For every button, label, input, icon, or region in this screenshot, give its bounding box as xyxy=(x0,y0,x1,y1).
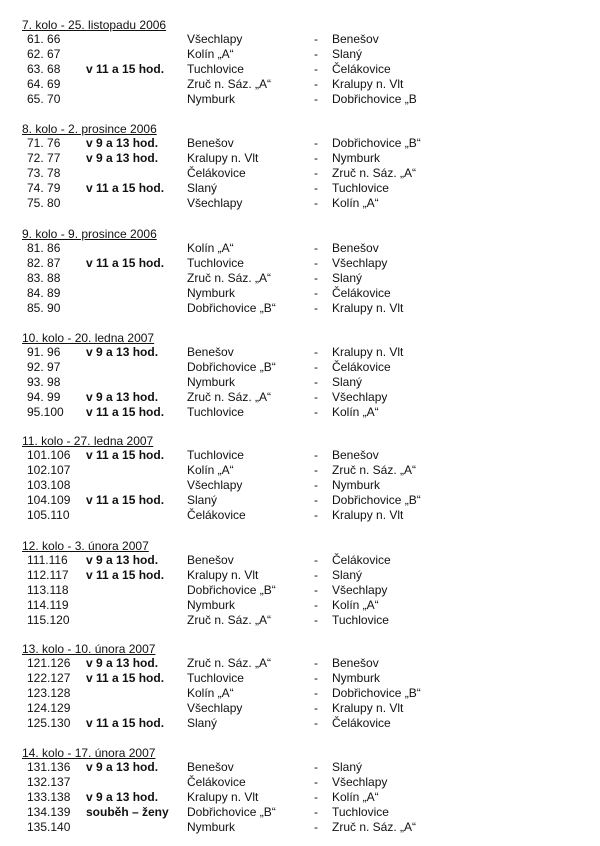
match-row xyxy=(0,286,600,301)
separator-dash: - xyxy=(314,598,318,612)
match-row xyxy=(0,478,600,493)
away-team: Kolín „A“ xyxy=(332,790,379,804)
separator-dash: - xyxy=(314,656,318,670)
away-team: Kralupy n. Vlt xyxy=(332,508,404,522)
round-title: 12. kolo - 3. února 2007 xyxy=(22,539,149,553)
match-row xyxy=(0,345,600,360)
away-team: Dobřichovice „B“ xyxy=(332,136,421,150)
match-row xyxy=(0,598,600,613)
match-number: 131.136 xyxy=(27,760,71,774)
away-team: Nymburk xyxy=(332,478,381,492)
match-row xyxy=(0,656,600,671)
home-team: Tuchlovice xyxy=(187,256,244,270)
home-team: Nymburk xyxy=(187,286,236,300)
match-number: 121.126 xyxy=(27,656,71,670)
separator-dash: - xyxy=(314,286,318,300)
away-team: Slaný xyxy=(332,375,363,389)
match-row xyxy=(0,92,600,107)
match-number: 94. 99 xyxy=(27,390,61,404)
match-row xyxy=(0,508,600,523)
home-team: Dobřichovice „B“ xyxy=(187,360,276,374)
home-team: Slaný xyxy=(187,493,218,507)
match-number: 61. 66 xyxy=(27,32,61,46)
separator-dash: - xyxy=(314,360,318,374)
match-row xyxy=(0,136,600,151)
round-title: 8. kolo - 2. prosince 2006 xyxy=(22,122,157,136)
separator-dash: - xyxy=(314,77,318,91)
away-team: Benešov xyxy=(332,448,379,462)
home-team: Zruč n. Sáz. „A“ xyxy=(187,613,272,627)
match-number: 102.107 xyxy=(27,463,71,477)
match-number: 84. 89 xyxy=(27,286,61,300)
separator-dash: - xyxy=(314,390,318,404)
match-number: 65. 70 xyxy=(27,92,61,106)
home-team: Benešov xyxy=(187,345,234,359)
separator-dash: - xyxy=(314,760,318,774)
match-row xyxy=(0,77,600,92)
home-team: Čelákovice xyxy=(187,166,246,180)
match-row xyxy=(0,686,600,701)
away-team: Čelákovice xyxy=(332,286,391,300)
match-time: v 9 a 13 hod. xyxy=(86,553,159,567)
separator-dash: - xyxy=(314,478,318,492)
away-team: Zruč n. Sáz. „A“ xyxy=(332,463,417,477)
away-team: Benešov xyxy=(332,241,379,255)
home-team: Tuchlovice xyxy=(187,448,244,462)
match-row xyxy=(0,375,600,390)
separator-dash: - xyxy=(314,136,318,150)
separator-dash: - xyxy=(314,701,318,715)
match-row xyxy=(0,196,600,211)
match-number: 73. 78 xyxy=(27,166,61,180)
match-number: 103.108 xyxy=(27,478,71,492)
separator-dash: - xyxy=(314,790,318,804)
separator-dash: - xyxy=(314,820,318,834)
away-team: Kolín „A“ xyxy=(332,196,379,210)
round-title: 10. kolo - 20. ledna 2007 xyxy=(22,331,155,345)
home-team: Tuchlovice xyxy=(187,671,244,685)
match-number: 63. 68 xyxy=(27,62,61,76)
match-time: v 11 a 15 hod. xyxy=(86,405,165,419)
away-team: Kralupy n. Vlt xyxy=(332,301,404,315)
match-number: 113.118 xyxy=(27,583,69,597)
round-title: 13. kolo - 10. února 2007 xyxy=(22,642,156,656)
separator-dash: - xyxy=(314,256,318,270)
separator-dash: - xyxy=(314,405,318,419)
match-time: v 11 a 15 hod. xyxy=(86,671,165,685)
match-row xyxy=(0,62,600,77)
home-team: Nymburk xyxy=(187,598,236,612)
home-team: Benešov xyxy=(187,553,234,567)
home-team: Nymburk xyxy=(187,92,236,106)
home-team: Kolín „A“ xyxy=(187,47,234,61)
away-team: Všechlapy xyxy=(332,583,388,597)
match-row xyxy=(0,820,600,835)
separator-dash: - xyxy=(314,181,318,195)
match-number: 101.106 xyxy=(27,448,71,462)
home-team: Nymburk xyxy=(187,375,236,389)
match-row xyxy=(0,166,600,181)
separator-dash: - xyxy=(314,686,318,700)
separator-dash: - xyxy=(314,508,318,522)
separator-dash: - xyxy=(314,196,318,210)
home-team: Zruč n. Sáz. „A“ xyxy=(187,656,272,670)
separator-dash: - xyxy=(314,241,318,255)
match-number: 134.139 xyxy=(27,805,71,819)
match-number: 105.110 xyxy=(27,508,70,522)
match-number: 115.120 xyxy=(27,613,70,627)
home-team: Dobřichovice „B“ xyxy=(187,301,276,315)
separator-dash: - xyxy=(314,47,318,61)
match-number: 71. 76 xyxy=(27,136,61,150)
away-team: Tuchlovice xyxy=(332,181,389,195)
match-row xyxy=(0,760,600,775)
away-team: Slaný xyxy=(332,568,363,582)
match-time: v 11 a 15 hod. xyxy=(86,256,165,270)
away-team: Zruč n. Sáz. „A“ xyxy=(332,166,417,180)
match-row xyxy=(0,775,600,790)
match-row xyxy=(0,553,600,568)
home-team: Kralupy n. Vlt xyxy=(187,151,259,165)
match-row xyxy=(0,271,600,286)
match-time: v 9 a 13 hod. xyxy=(86,136,159,150)
match-row xyxy=(0,241,600,256)
match-number: 95.100 xyxy=(27,405,64,419)
home-team: Zruč n. Sáz. „A“ xyxy=(187,271,272,285)
home-team: Slaný xyxy=(187,716,218,730)
match-number: 64. 69 xyxy=(27,77,61,91)
match-time: souběh – ženy xyxy=(86,805,169,819)
away-team: Čelákovice xyxy=(332,716,391,730)
match-number: 91. 96 xyxy=(27,345,61,359)
match-time: v 11 a 15 hod. xyxy=(86,181,165,195)
away-team: Kralupy n. Vlt xyxy=(332,77,404,91)
match-number: 75. 80 xyxy=(27,196,61,210)
match-time: v 11 a 15 hod. xyxy=(86,62,165,76)
separator-dash: - xyxy=(314,345,318,359)
round-title: 9. kolo - 9. prosince 2006 xyxy=(22,227,157,241)
match-number: 72. 77 xyxy=(27,151,61,165)
separator-dash: - xyxy=(314,375,318,389)
separator-dash: - xyxy=(314,583,318,597)
home-team: Kralupy n. Vlt xyxy=(187,790,259,804)
separator-dash: - xyxy=(314,775,318,789)
match-row xyxy=(0,32,600,47)
match-number: 62. 67 xyxy=(27,47,61,61)
round-title: 11. kolo - 27. ledna 2007 xyxy=(22,434,154,448)
match-row xyxy=(0,671,600,686)
match-row xyxy=(0,360,600,375)
away-team: Všechlapy xyxy=(332,390,388,404)
match-row xyxy=(0,805,600,820)
match-number: 83. 88 xyxy=(27,271,61,285)
away-team: Benešov xyxy=(332,32,379,46)
match-number: 132.137 xyxy=(27,775,71,789)
separator-dash: - xyxy=(314,151,318,165)
match-time: v 11 a 15 hod. xyxy=(86,493,165,507)
match-row xyxy=(0,181,600,196)
away-team: Dobřichovice „B“ xyxy=(332,493,421,507)
home-team: Všechlapy xyxy=(187,478,243,492)
match-time: v 11 a 15 hod. xyxy=(86,448,165,462)
match-number: 124.129 xyxy=(27,701,71,715)
match-time: v 9 a 13 hod. xyxy=(86,390,159,404)
home-team: Dobřichovice „B“ xyxy=(187,805,276,819)
home-team: Dobřichovice „B“ xyxy=(187,583,276,597)
away-team: Čelákovice xyxy=(332,553,391,567)
separator-dash: - xyxy=(314,62,318,76)
away-team: Kralupy n. Vlt xyxy=(332,345,404,359)
match-number: 93. 98 xyxy=(27,375,61,389)
separator-dash: - xyxy=(314,805,318,819)
match-row xyxy=(0,463,600,478)
match-time: v 11 a 15 hod. xyxy=(86,716,165,730)
home-team: Tuchlovice xyxy=(187,405,244,419)
separator-dash: - xyxy=(314,301,318,315)
separator-dash: - xyxy=(314,568,318,582)
separator-dash: - xyxy=(314,166,318,180)
separator-dash: - xyxy=(314,671,318,685)
home-team: Benešov xyxy=(187,136,234,150)
away-team: Zruč n. Sáz. „A“ xyxy=(332,820,417,834)
match-row xyxy=(0,613,600,628)
match-number: 92. 97 xyxy=(27,360,61,374)
match-row xyxy=(0,405,600,420)
separator-dash: - xyxy=(314,493,318,507)
away-team: Kralupy n. Vlt xyxy=(332,701,404,715)
match-time: v 9 a 13 hod. xyxy=(86,345,159,359)
home-team: Nymburk xyxy=(187,820,236,834)
separator-dash: - xyxy=(314,448,318,462)
match-row xyxy=(0,151,600,166)
separator-dash: - xyxy=(314,553,318,567)
match-number: 82. 87 xyxy=(27,256,61,270)
away-team: Slaný xyxy=(332,271,363,285)
match-number: 85. 90 xyxy=(27,301,61,315)
match-row xyxy=(0,390,600,405)
away-team: Dobřichovice „B“ xyxy=(332,686,421,700)
home-team: Slaný xyxy=(187,181,218,195)
match-row xyxy=(0,790,600,805)
home-team: Všechlapy xyxy=(187,196,243,210)
match-number: 123.128 xyxy=(27,686,71,700)
match-number: 112.117 xyxy=(27,568,69,582)
separator-dash: - xyxy=(314,716,318,730)
home-team: Čelákovice xyxy=(187,508,246,522)
away-team: Kolín „A“ xyxy=(332,598,379,612)
match-time: v 9 a 13 hod. xyxy=(86,760,159,774)
away-team: Všechlapy xyxy=(332,775,388,789)
match-number: 74. 79 xyxy=(27,181,61,195)
match-row xyxy=(0,256,600,271)
match-row xyxy=(0,448,600,463)
match-number: 122.127 xyxy=(27,671,71,685)
home-team: Kralupy n. Vlt xyxy=(187,568,259,582)
match-row xyxy=(0,301,600,316)
match-number: 111.116 xyxy=(27,553,68,567)
match-number: 135.140 xyxy=(27,820,71,834)
match-number: 104.109 xyxy=(27,493,71,507)
home-team: Zruč n. Sáz. „A“ xyxy=(187,390,272,404)
match-time: v 9 a 13 hod. xyxy=(86,151,159,165)
home-team: Všechlapy xyxy=(187,701,243,715)
separator-dash: - xyxy=(314,92,318,106)
away-team: Benešov xyxy=(332,656,379,670)
separator-dash: - xyxy=(314,32,318,46)
separator-dash: - xyxy=(314,613,318,627)
home-team: Kolín „A“ xyxy=(187,463,234,477)
match-number: 125.130 xyxy=(27,716,71,730)
match-time: v 9 a 13 hod. xyxy=(86,790,159,804)
match-number: 133.138 xyxy=(27,790,71,804)
away-team: Kolín „A“ xyxy=(332,405,379,419)
match-time: v 9 a 13 hod. xyxy=(86,656,159,670)
away-team: Slaný xyxy=(332,760,363,774)
home-team: Kolín „A“ xyxy=(187,686,234,700)
away-team: Čelákovice xyxy=(332,62,391,76)
away-team: Slaný xyxy=(332,47,363,61)
match-row xyxy=(0,716,600,731)
separator-dash: - xyxy=(314,271,318,285)
home-team: Čelákovice xyxy=(187,775,246,789)
away-team: Všechlapy xyxy=(332,256,388,270)
away-team: Nymburk xyxy=(332,151,381,165)
away-team: Tuchlovice xyxy=(332,805,389,819)
home-team: Všechlapy xyxy=(187,32,243,46)
match-row xyxy=(0,493,600,508)
round-title: 14. kolo - 17. února 2007 xyxy=(22,746,156,760)
away-team: Nymburk xyxy=(332,671,381,685)
home-team: Kolín „A“ xyxy=(187,241,234,255)
home-team: Zruč n. Sáz. „A“ xyxy=(187,77,272,91)
match-number: 81. 86 xyxy=(27,241,61,255)
match-row xyxy=(0,47,600,62)
round-title: 7. kolo - 25. listopadu 2006 xyxy=(22,18,167,32)
away-team: Dobřichovice „B xyxy=(332,92,417,106)
away-team: Tuchlovice xyxy=(332,613,389,627)
match-time: v 11 a 15 hod. xyxy=(86,568,165,582)
home-team: Tuchlovice xyxy=(187,62,244,76)
match-row xyxy=(0,568,600,583)
match-row xyxy=(0,583,600,598)
separator-dash: - xyxy=(314,463,318,477)
match-number: 114.119 xyxy=(27,598,69,612)
home-team: Benešov xyxy=(187,760,234,774)
away-team: Čelákovice xyxy=(332,360,391,374)
match-row xyxy=(0,701,600,716)
